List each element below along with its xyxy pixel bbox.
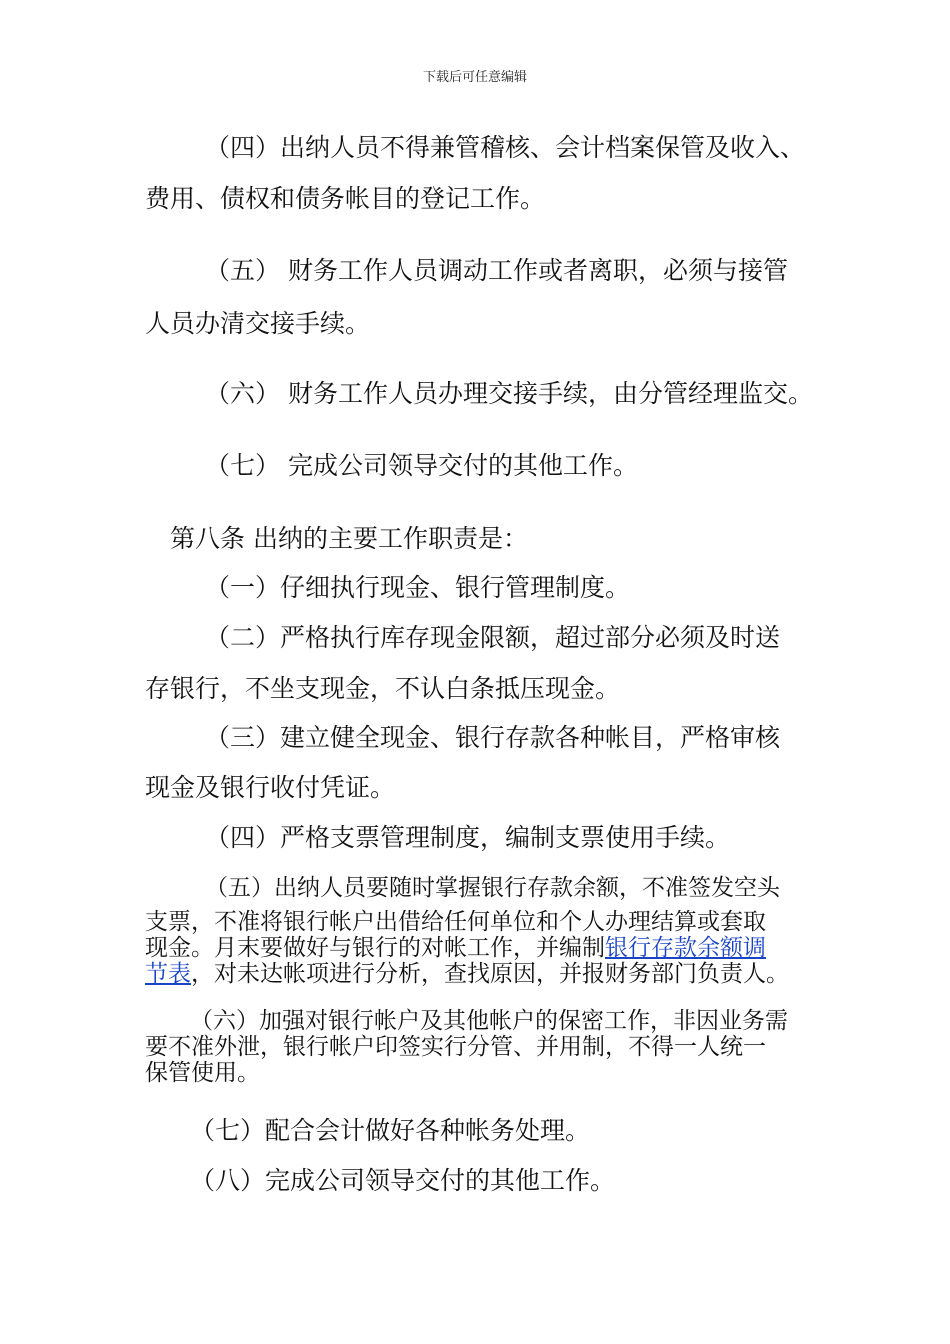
bank-reconciliation-link[interactable]: 银行存款余额调 — [605, 935, 766, 961]
text-line — [145, 961, 789, 987]
text-line: 费用、债权和债务帐目的登记工作。 — [145, 184, 546, 213]
text-line: （六） 财务工作人员办理交接手续，由分管经理监交。 — [205, 379, 813, 408]
text-line: （三）建立健全现金、银行存款各种帐目，严格审核 — [205, 723, 781, 752]
text-line: 支票，不准将银行帐户出借给任何单位和个人办理结算或套取 — [145, 909, 766, 935]
text-segment: ，对未达帐项进行分析，查找原因，并报财务部门负责人。 — [191, 961, 789, 987]
text-line: （四）出纳人员不得兼管稽核、会计档案保管及收入、 — [205, 133, 806, 162]
text-line: （四）严格支票管理制度，编制支票使用手续。 — [205, 823, 731, 852]
text-line: 要不准外泄，银行帐户印签实行分管、并用制，不得一人统一 — [145, 1034, 766, 1060]
page-header: 下载后可任意编辑 — [422, 70, 527, 85]
text-line: （六）加强对银行帐户及其他帐户的保密工作，非因业务需 — [190, 1008, 788, 1034]
text-line: （二）严格执行库存现金限额，超过部分必须及时送 — [205, 623, 781, 652]
text-line: 保管使用。 — [145, 1060, 260, 1086]
text-line: （五）出纳人员要随时掌握银行存款余额，不准签发空头 — [205, 875, 780, 901]
text-segment: 现金。月末要做好与银行的对帐工作，并编制 — [145, 935, 605, 961]
text-line: （七） 完成公司领导交付的其他工作。 — [205, 451, 638, 480]
text-line: 人员办清交接手续。 — [145, 309, 371, 338]
section-heading: 第八条 出纳的主要工作职责是： — [170, 524, 528, 553]
text-line: （五） 财务工作人员调动工作或者离职，必须与接管 — [205, 256, 788, 285]
text-line: 现金及银行收付凭证。 — [145, 773, 396, 802]
text-line — [145, 935, 766, 961]
text-line: 存银行，不坐支现金，不认白条抵压现金。 — [145, 674, 621, 703]
bank-reconciliation-link-cont[interactable]: 节表 — [145, 961, 191, 987]
text-line: （一）仔细执行现金、银行管理制度。 — [205, 573, 631, 602]
text-line: （七）配合会计做好各种帐务处理。 — [190, 1116, 591, 1145]
text-line: （八）完成公司领导交付的其他工作。 — [190, 1166, 616, 1195]
